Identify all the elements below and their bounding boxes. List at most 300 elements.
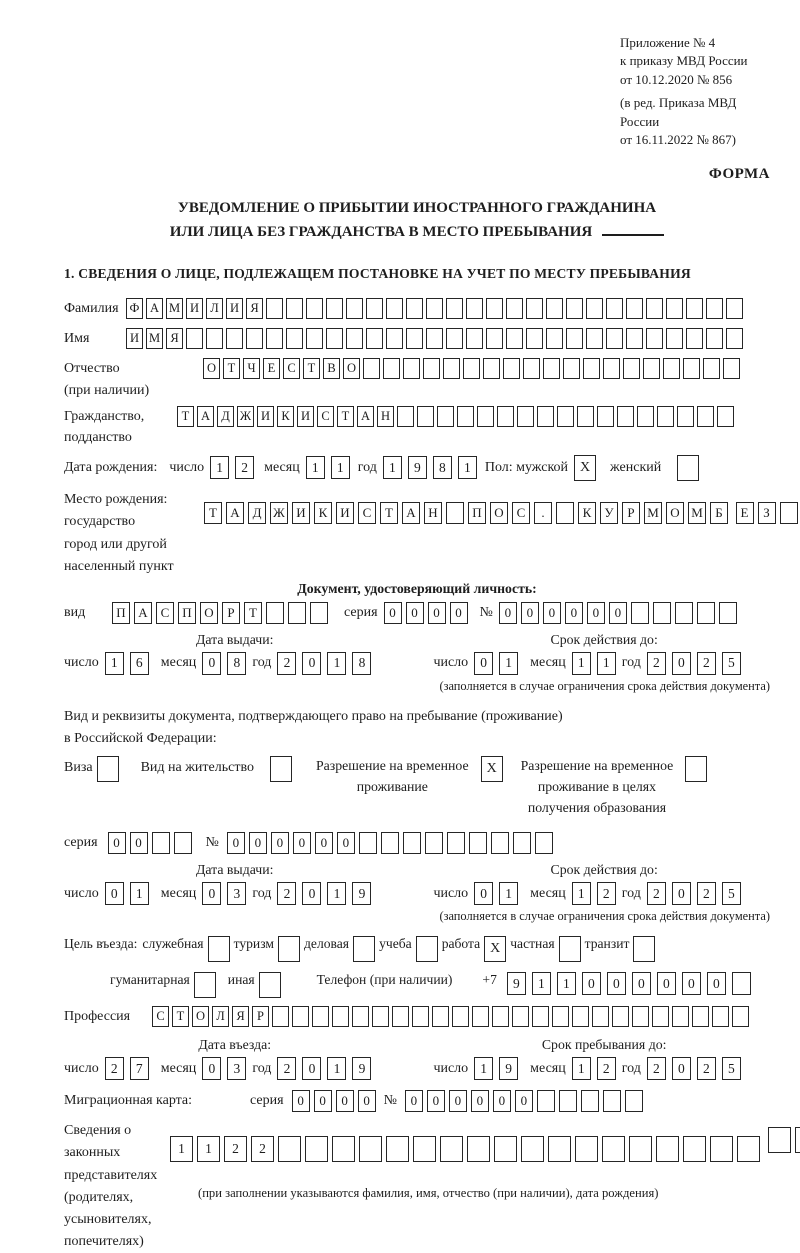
form-cell[interactable] bbox=[768, 1127, 791, 1153]
form-cell[interactable] bbox=[366, 328, 383, 349]
form-cell[interactable]: X bbox=[574, 455, 596, 481]
form-cell[interactable]: 0 bbox=[130, 832, 148, 854]
form-cell[interactable]: 2 bbox=[277, 1057, 296, 1080]
form-cell[interactable]: Д bbox=[248, 502, 266, 524]
form-cell[interactable]: Т bbox=[337, 406, 354, 427]
form-cell[interactable]: 0 bbox=[227, 832, 245, 854]
form-cell[interactable]: 0 bbox=[405, 1090, 423, 1112]
form-cell[interactable]: X bbox=[481, 756, 503, 782]
form-cell[interactable]: 0 bbox=[672, 882, 691, 905]
form-cell[interactable] bbox=[737, 1136, 760, 1162]
form-cell[interactable] bbox=[306, 328, 323, 349]
form-cell[interactable]: Т bbox=[303, 358, 320, 379]
form-cell[interactable]: 8 bbox=[433, 456, 452, 479]
form-cell[interactable] bbox=[326, 298, 343, 319]
form-cell[interactable] bbox=[425, 832, 443, 854]
form-cell[interactable]: 0 bbox=[582, 972, 601, 995]
form-cell[interactable] bbox=[523, 358, 540, 379]
form-cell[interactable] bbox=[432, 1006, 449, 1027]
form-cell[interactable] bbox=[472, 1006, 489, 1027]
form-cell[interactable] bbox=[657, 406, 674, 427]
form-cell[interactable] bbox=[677, 455, 699, 481]
form-cell[interactable]: 0 bbox=[293, 832, 311, 854]
form-cell[interactable]: 0 bbox=[707, 972, 726, 995]
form-cell[interactable] bbox=[466, 298, 483, 319]
form-cell[interactable] bbox=[677, 406, 694, 427]
form-cell[interactable] bbox=[556, 502, 574, 524]
form-cell[interactable]: 5 bbox=[722, 652, 741, 675]
form-cell[interactable]: 2 bbox=[647, 652, 666, 675]
form-cell[interactable] bbox=[386, 328, 403, 349]
form-cell[interactable] bbox=[780, 502, 798, 524]
form-cell[interactable] bbox=[326, 328, 343, 349]
form-cell[interactable]: 1 bbox=[597, 652, 616, 675]
form-cell[interactable] bbox=[392, 1006, 409, 1027]
form-cell[interactable] bbox=[417, 406, 434, 427]
form-cell[interactable] bbox=[469, 832, 487, 854]
form-cell[interactable]: Т bbox=[172, 1006, 189, 1027]
form-cell[interactable]: С bbox=[283, 358, 300, 379]
form-cell[interactable]: И bbox=[292, 502, 310, 524]
form-cell[interactable]: 0 bbox=[632, 972, 651, 995]
form-cell[interactable] bbox=[612, 1006, 629, 1027]
form-cell[interactable] bbox=[643, 358, 660, 379]
form-cell[interactable]: 2 bbox=[251, 1136, 274, 1162]
form-cell[interactable]: Я bbox=[232, 1006, 249, 1027]
form-cell[interactable]: 0 bbox=[657, 972, 676, 995]
form-cell[interactable]: С bbox=[156, 602, 174, 624]
form-cell[interactable]: С bbox=[317, 406, 334, 427]
form-cell[interactable] bbox=[486, 328, 503, 349]
form-cell[interactable]: С bbox=[512, 502, 530, 524]
form-cell[interactable] bbox=[683, 1136, 706, 1162]
form-cell[interactable]: 2 bbox=[647, 1057, 666, 1080]
form-cell[interactable]: 1 bbox=[130, 882, 149, 905]
form-cell[interactable] bbox=[625, 1090, 643, 1112]
form-cell[interactable] bbox=[359, 832, 377, 854]
form-cell[interactable] bbox=[446, 502, 464, 524]
form-cell[interactable] bbox=[557, 406, 574, 427]
form-cell[interactable] bbox=[352, 1006, 369, 1027]
form-cell[interactable] bbox=[288, 602, 306, 624]
form-cell[interactable] bbox=[403, 358, 420, 379]
form-cell[interactable] bbox=[97, 756, 119, 782]
form-cell[interactable]: 0 bbox=[682, 972, 701, 995]
form-cell[interactable] bbox=[278, 936, 300, 962]
form-cell[interactable] bbox=[726, 298, 743, 319]
form-cell[interactable] bbox=[194, 972, 216, 998]
form-cell[interactable]: 1 bbox=[499, 652, 518, 675]
form-cell[interactable]: А bbox=[357, 406, 374, 427]
form-cell[interactable]: Т bbox=[380, 502, 398, 524]
form-cell[interactable]: 1 bbox=[572, 1057, 591, 1080]
form-cell[interactable]: О bbox=[200, 602, 218, 624]
form-cell[interactable] bbox=[497, 406, 514, 427]
form-cell[interactable]: Я bbox=[166, 328, 183, 349]
form-cell[interactable] bbox=[617, 406, 634, 427]
form-cell[interactable] bbox=[629, 1136, 652, 1162]
form-cell[interactable] bbox=[152, 832, 170, 854]
form-cell[interactable] bbox=[623, 358, 640, 379]
form-cell[interactable] bbox=[712, 1006, 729, 1027]
form-cell[interactable]: 2 bbox=[597, 1057, 616, 1080]
form-cell[interactable]: 3 bbox=[227, 882, 246, 905]
form-cell[interactable]: 1 bbox=[170, 1136, 193, 1162]
form-cell[interactable]: 5 bbox=[722, 1057, 741, 1080]
form-cell[interactable] bbox=[652, 1006, 669, 1027]
form-cell[interactable]: 1 bbox=[197, 1136, 220, 1162]
form-cell[interactable] bbox=[603, 1090, 621, 1112]
form-cell[interactable]: 2 bbox=[697, 1057, 716, 1080]
form-cell[interactable] bbox=[397, 406, 414, 427]
form-cell[interactable]: 0 bbox=[315, 832, 333, 854]
form-cell[interactable]: М bbox=[166, 298, 183, 319]
form-cell[interactable]: 0 bbox=[607, 972, 626, 995]
form-cell[interactable] bbox=[517, 406, 534, 427]
form-cell[interactable] bbox=[723, 358, 740, 379]
form-cell[interactable] bbox=[537, 1090, 555, 1112]
form-cell[interactable] bbox=[552, 1006, 569, 1027]
form-cell[interactable] bbox=[697, 602, 715, 624]
form-cell[interactable]: 1 bbox=[383, 456, 402, 479]
form-cell[interactable] bbox=[372, 1006, 389, 1027]
form-cell[interactable] bbox=[386, 298, 403, 319]
form-cell[interactable]: П bbox=[178, 602, 196, 624]
form-cell[interactable] bbox=[532, 1006, 549, 1027]
form-cell[interactable] bbox=[706, 298, 723, 319]
form-cell[interactable]: 0 bbox=[474, 652, 493, 675]
form-cell[interactable]: 0 bbox=[672, 1057, 691, 1080]
form-cell[interactable] bbox=[548, 1136, 571, 1162]
form-cell[interactable] bbox=[353, 936, 375, 962]
form-cell[interactable]: 0 bbox=[108, 832, 126, 854]
form-cell[interactable]: О bbox=[343, 358, 360, 379]
form-cell[interactable]: 0 bbox=[427, 1090, 445, 1112]
form-cell[interactable] bbox=[492, 1006, 509, 1027]
form-cell[interactable]: 0 bbox=[302, 882, 321, 905]
form-cell[interactable]: . bbox=[534, 502, 552, 524]
form-cell[interactable] bbox=[675, 602, 693, 624]
form-cell[interactable] bbox=[503, 358, 520, 379]
form-cell[interactable] bbox=[440, 1136, 463, 1162]
form-cell[interactable] bbox=[666, 298, 683, 319]
form-cell[interactable] bbox=[406, 328, 423, 349]
form-cell[interactable]: 5 bbox=[722, 882, 741, 905]
form-cell[interactable]: 1 bbox=[474, 1057, 493, 1080]
form-cell[interactable] bbox=[732, 1006, 749, 1027]
form-cell[interactable] bbox=[637, 406, 654, 427]
form-cell[interactable] bbox=[581, 1090, 599, 1112]
form-cell[interactable] bbox=[266, 298, 283, 319]
form-cell[interactable] bbox=[703, 358, 720, 379]
form-cell[interactable]: О bbox=[666, 502, 684, 524]
form-cell[interactable]: 1 bbox=[557, 972, 576, 995]
form-cell[interactable]: Ф bbox=[126, 298, 143, 319]
form-cell[interactable]: О bbox=[490, 502, 508, 524]
form-cell[interactable]: 0 bbox=[521, 602, 539, 624]
form-cell[interactable] bbox=[466, 328, 483, 349]
form-cell[interactable] bbox=[626, 328, 643, 349]
form-cell[interactable] bbox=[526, 328, 543, 349]
form-cell[interactable] bbox=[226, 328, 243, 349]
form-cell[interactable]: 0 bbox=[249, 832, 267, 854]
form-cell[interactable]: 0 bbox=[474, 882, 493, 905]
form-cell[interactable] bbox=[577, 406, 594, 427]
form-cell[interactable]: К bbox=[277, 406, 294, 427]
form-cell[interactable] bbox=[686, 298, 703, 319]
form-cell[interactable]: М bbox=[146, 328, 163, 349]
form-cell[interactable]: И bbox=[336, 502, 354, 524]
form-cell[interactable] bbox=[437, 406, 454, 427]
form-cell[interactable] bbox=[603, 358, 620, 379]
form-cell[interactable]: Б bbox=[710, 502, 728, 524]
form-cell[interactable]: Ж bbox=[237, 406, 254, 427]
form-cell[interactable] bbox=[486, 298, 503, 319]
form-cell[interactable]: 0 bbox=[202, 1057, 221, 1080]
form-cell[interactable]: С bbox=[358, 502, 376, 524]
form-cell[interactable] bbox=[426, 328, 443, 349]
form-cell[interactable] bbox=[416, 936, 438, 962]
form-cell[interactable]: 2 bbox=[277, 652, 296, 675]
form-cell[interactable] bbox=[406, 298, 423, 319]
form-cell[interactable] bbox=[332, 1006, 349, 1027]
form-cell[interactable]: 0 bbox=[271, 832, 289, 854]
form-cell[interactable] bbox=[381, 832, 399, 854]
form-cell[interactable]: Р bbox=[622, 502, 640, 524]
form-cell[interactable]: 0 bbox=[449, 1090, 467, 1112]
form-cell[interactable]: 2 bbox=[277, 882, 296, 905]
form-cell[interactable]: 1 bbox=[306, 456, 325, 479]
form-cell[interactable]: 7 bbox=[130, 1057, 149, 1080]
form-cell[interactable]: 0 bbox=[450, 602, 468, 624]
form-cell[interactable] bbox=[443, 358, 460, 379]
form-cell[interactable]: 8 bbox=[227, 652, 246, 675]
form-cell[interactable]: 0 bbox=[609, 602, 627, 624]
form-cell[interactable]: Т bbox=[223, 358, 240, 379]
form-cell[interactable]: А bbox=[134, 602, 152, 624]
form-cell[interactable] bbox=[592, 1006, 609, 1027]
form-cell[interactable] bbox=[546, 328, 563, 349]
form-cell[interactable]: Т bbox=[177, 406, 194, 427]
form-cell[interactable] bbox=[246, 328, 263, 349]
form-cell[interactable]: О bbox=[192, 1006, 209, 1027]
form-cell[interactable]: 0 bbox=[202, 882, 221, 905]
form-cell[interactable]: 3 bbox=[227, 1057, 246, 1080]
form-cell[interactable] bbox=[559, 1090, 577, 1112]
form-cell[interactable]: X bbox=[484, 936, 506, 962]
form-cell[interactable]: 0 bbox=[515, 1090, 533, 1112]
form-cell[interactable] bbox=[543, 358, 560, 379]
form-cell[interactable] bbox=[413, 1136, 436, 1162]
form-cell[interactable]: 9 bbox=[507, 972, 526, 995]
form-cell[interactable] bbox=[606, 328, 623, 349]
form-cell[interactable]: 0 bbox=[543, 602, 561, 624]
form-cell[interactable] bbox=[692, 1006, 709, 1027]
form-cell[interactable]: 0 bbox=[302, 1057, 321, 1080]
form-cell[interactable] bbox=[423, 358, 440, 379]
form-cell[interactable] bbox=[278, 1136, 301, 1162]
form-cell[interactable]: И bbox=[226, 298, 243, 319]
form-cell[interactable] bbox=[602, 1136, 625, 1162]
form-cell[interactable] bbox=[286, 328, 303, 349]
form-cell[interactable]: Т bbox=[244, 602, 262, 624]
form-cell[interactable] bbox=[795, 1127, 800, 1153]
form-cell[interactable]: В bbox=[323, 358, 340, 379]
form-cell[interactable]: 2 bbox=[647, 882, 666, 905]
form-cell[interactable] bbox=[686, 328, 703, 349]
form-cell[interactable] bbox=[646, 298, 663, 319]
form-cell[interactable] bbox=[526, 298, 543, 319]
form-cell[interactable]: О bbox=[203, 358, 220, 379]
form-cell[interactable]: 0 bbox=[358, 1090, 376, 1112]
form-cell[interactable]: Л bbox=[206, 298, 223, 319]
form-cell[interactable] bbox=[586, 328, 603, 349]
form-cell[interactable]: 0 bbox=[406, 602, 424, 624]
form-cell[interactable] bbox=[666, 328, 683, 349]
form-cell[interactable] bbox=[186, 328, 203, 349]
form-cell[interactable] bbox=[633, 936, 655, 962]
form-cell[interactable] bbox=[477, 406, 494, 427]
form-cell[interactable] bbox=[446, 328, 463, 349]
form-cell[interactable]: 0 bbox=[302, 652, 321, 675]
form-cell[interactable] bbox=[452, 1006, 469, 1027]
form-cell[interactable]: У bbox=[600, 502, 618, 524]
form-cell[interactable] bbox=[583, 358, 600, 379]
form-cell[interactable] bbox=[483, 358, 500, 379]
form-cell[interactable] bbox=[383, 358, 400, 379]
form-cell[interactable] bbox=[656, 1136, 679, 1162]
form-cell[interactable] bbox=[491, 832, 509, 854]
form-cell[interactable]: 2 bbox=[105, 1057, 124, 1080]
form-cell[interactable] bbox=[626, 298, 643, 319]
form-cell[interactable] bbox=[266, 328, 283, 349]
form-cell[interactable] bbox=[447, 832, 465, 854]
form-cell[interactable] bbox=[446, 298, 463, 319]
form-cell[interactable] bbox=[717, 406, 734, 427]
form-cell[interactable]: 2 bbox=[224, 1136, 247, 1162]
form-cell[interactable] bbox=[346, 328, 363, 349]
form-cell[interactable]: К bbox=[314, 502, 332, 524]
form-cell[interactable] bbox=[506, 298, 523, 319]
form-cell[interactable] bbox=[572, 1006, 589, 1027]
form-cell[interactable] bbox=[546, 298, 563, 319]
form-cell[interactable]: А bbox=[197, 406, 214, 427]
form-cell[interactable]: 1 bbox=[331, 456, 350, 479]
form-cell[interactable] bbox=[559, 936, 581, 962]
form-cell[interactable]: 0 bbox=[499, 602, 517, 624]
form-cell[interactable]: Р bbox=[222, 602, 240, 624]
form-cell[interactable]: 8 bbox=[352, 652, 371, 675]
form-cell[interactable]: 0 bbox=[565, 602, 583, 624]
form-cell[interactable]: Д bbox=[217, 406, 234, 427]
form-cell[interactable] bbox=[586, 298, 603, 319]
form-cell[interactable] bbox=[719, 602, 737, 624]
form-cell[interactable] bbox=[566, 298, 583, 319]
form-cell[interactable] bbox=[286, 298, 303, 319]
form-cell[interactable]: З bbox=[758, 502, 776, 524]
form-cell[interactable]: Т bbox=[204, 502, 222, 524]
form-cell[interactable] bbox=[632, 1006, 649, 1027]
form-cell[interactable]: 1 bbox=[458, 456, 477, 479]
form-cell[interactable]: К bbox=[578, 502, 596, 524]
form-cell[interactable] bbox=[206, 328, 223, 349]
form-cell[interactable] bbox=[467, 1136, 490, 1162]
form-cell[interactable]: 0 bbox=[471, 1090, 489, 1112]
form-cell[interactable]: Е bbox=[736, 502, 754, 524]
form-cell[interactable] bbox=[513, 832, 531, 854]
form-cell[interactable] bbox=[310, 602, 328, 624]
form-cell[interactable]: 1 bbox=[105, 652, 124, 675]
form-cell[interactable]: С bbox=[152, 1006, 169, 1027]
form-cell[interactable]: И bbox=[297, 406, 314, 427]
form-cell[interactable]: Н bbox=[377, 406, 394, 427]
form-cell[interactable] bbox=[363, 358, 380, 379]
form-cell[interactable]: Р bbox=[252, 1006, 269, 1027]
form-cell[interactable]: Е bbox=[263, 358, 280, 379]
form-cell[interactable] bbox=[403, 832, 421, 854]
form-cell[interactable]: 0 bbox=[105, 882, 124, 905]
form-cell[interactable]: 0 bbox=[202, 652, 221, 675]
form-cell[interactable] bbox=[566, 328, 583, 349]
form-cell[interactable] bbox=[208, 936, 230, 962]
form-cell[interactable]: 0 bbox=[493, 1090, 511, 1112]
form-cell[interactable]: 9 bbox=[352, 882, 371, 905]
form-cell[interactable]: 1 bbox=[210, 456, 229, 479]
form-cell[interactable]: 0 bbox=[314, 1090, 332, 1112]
form-cell[interactable]: 1 bbox=[532, 972, 551, 995]
form-cell[interactable]: 9 bbox=[408, 456, 427, 479]
form-cell[interactable] bbox=[506, 328, 523, 349]
form-cell[interactable] bbox=[631, 602, 649, 624]
form-cell[interactable] bbox=[512, 1006, 529, 1027]
form-cell[interactable] bbox=[606, 298, 623, 319]
form-cell[interactable]: Н bbox=[424, 502, 442, 524]
form-cell[interactable]: 1 bbox=[327, 1057, 346, 1080]
form-cell[interactable]: 0 bbox=[672, 652, 691, 675]
form-cell[interactable] bbox=[174, 832, 192, 854]
form-cell[interactable]: 2 bbox=[697, 652, 716, 675]
form-cell[interactable] bbox=[685, 756, 707, 782]
form-cell[interactable] bbox=[259, 972, 281, 998]
form-cell[interactable]: 6 bbox=[130, 652, 149, 675]
form-cell[interactable] bbox=[683, 358, 700, 379]
form-cell[interactable]: 0 bbox=[384, 602, 402, 624]
form-cell[interactable]: 0 bbox=[428, 602, 446, 624]
form-cell[interactable]: 1 bbox=[327, 652, 346, 675]
form-cell[interactable] bbox=[537, 406, 554, 427]
form-cell[interactable] bbox=[732, 972, 751, 995]
form-cell[interactable]: И bbox=[126, 328, 143, 349]
form-cell[interactable] bbox=[706, 328, 723, 349]
form-cell[interactable] bbox=[292, 1006, 309, 1027]
form-cell[interactable]: 0 bbox=[292, 1090, 310, 1112]
form-cell[interactable] bbox=[266, 602, 284, 624]
form-cell[interactable] bbox=[426, 298, 443, 319]
form-cell[interactable] bbox=[463, 358, 480, 379]
form-cell[interactable]: 9 bbox=[499, 1057, 518, 1080]
form-cell[interactable]: 2 bbox=[597, 882, 616, 905]
form-cell[interactable] bbox=[306, 298, 323, 319]
form-cell[interactable] bbox=[494, 1136, 517, 1162]
form-cell[interactable] bbox=[346, 298, 363, 319]
form-cell[interactable] bbox=[653, 602, 671, 624]
form-cell[interactable] bbox=[312, 1006, 329, 1027]
form-cell[interactable]: А bbox=[402, 502, 420, 524]
form-cell[interactable]: Ч bbox=[243, 358, 260, 379]
form-cell[interactable]: 2 bbox=[697, 882, 716, 905]
form-cell[interactable] bbox=[597, 406, 614, 427]
form-cell[interactable]: М bbox=[688, 502, 706, 524]
